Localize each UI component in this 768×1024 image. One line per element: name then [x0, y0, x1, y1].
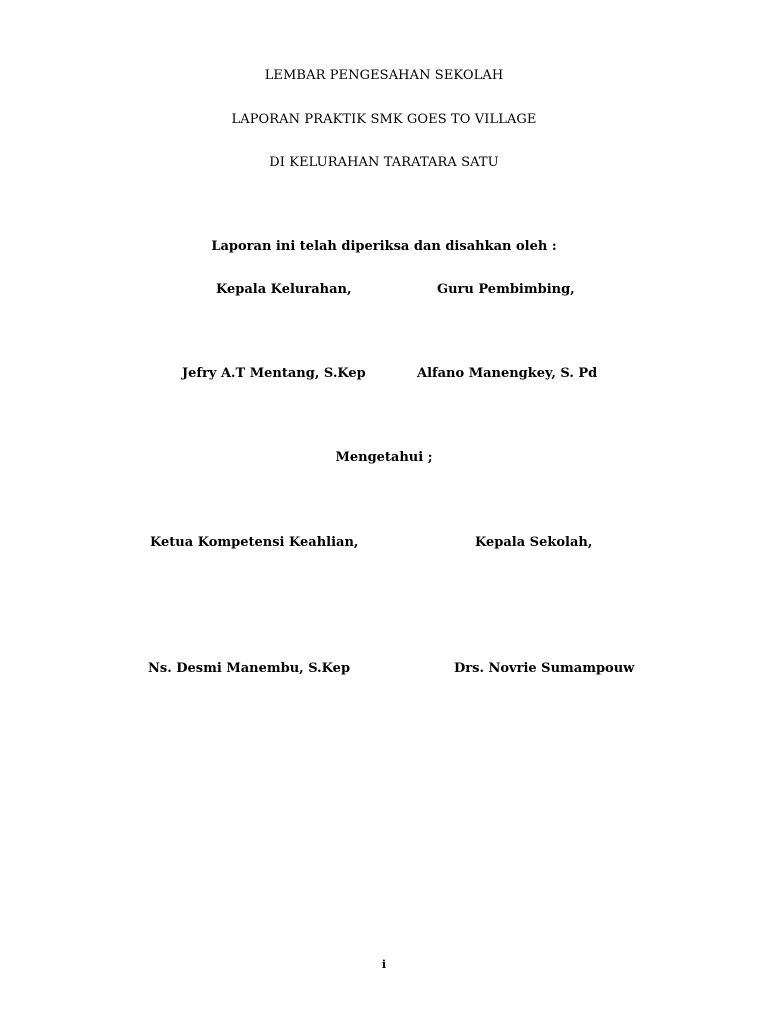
approver-right-role: Guru Pembimbing, — [437, 282, 575, 297]
acknowledger-right-name: Drs. Novrie Sumampouw — [454, 661, 635, 676]
acknowledger-left-role: Ketua Kompetensi Keahlian, — [150, 535, 359, 550]
approver-left-role: Kepala Kelurahan, — [216, 282, 352, 297]
title-line-3: DI KELURAHAN TARATARA SATU — [269, 155, 499, 170]
page-number: i — [381, 958, 387, 971]
approver-left-name: Jefry A.T Mentang, S.Kep — [182, 366, 366, 381]
intro-text: Laporan ini telah diperiksa dan disahkan oleh : — [211, 239, 557, 254]
title-line-2: LAPORAN PRAKTIK SMK GOES TO VILLAGE — [231, 112, 537, 127]
title-line-1: LEMBAR PENGESAHAN SEKOLAH — [264, 68, 504, 83]
acknowledger-right-role: Kepala Sekolah, — [475, 535, 593, 550]
acknowledger-left-name: Ns. Desmi Manembu, S.Kep — [148, 661, 351, 676]
approver-right-name: Alfano Manengkey, S. Pd — [417, 366, 598, 381]
acknowledgement-text: Mengetahui ; — [335, 450, 433, 465]
